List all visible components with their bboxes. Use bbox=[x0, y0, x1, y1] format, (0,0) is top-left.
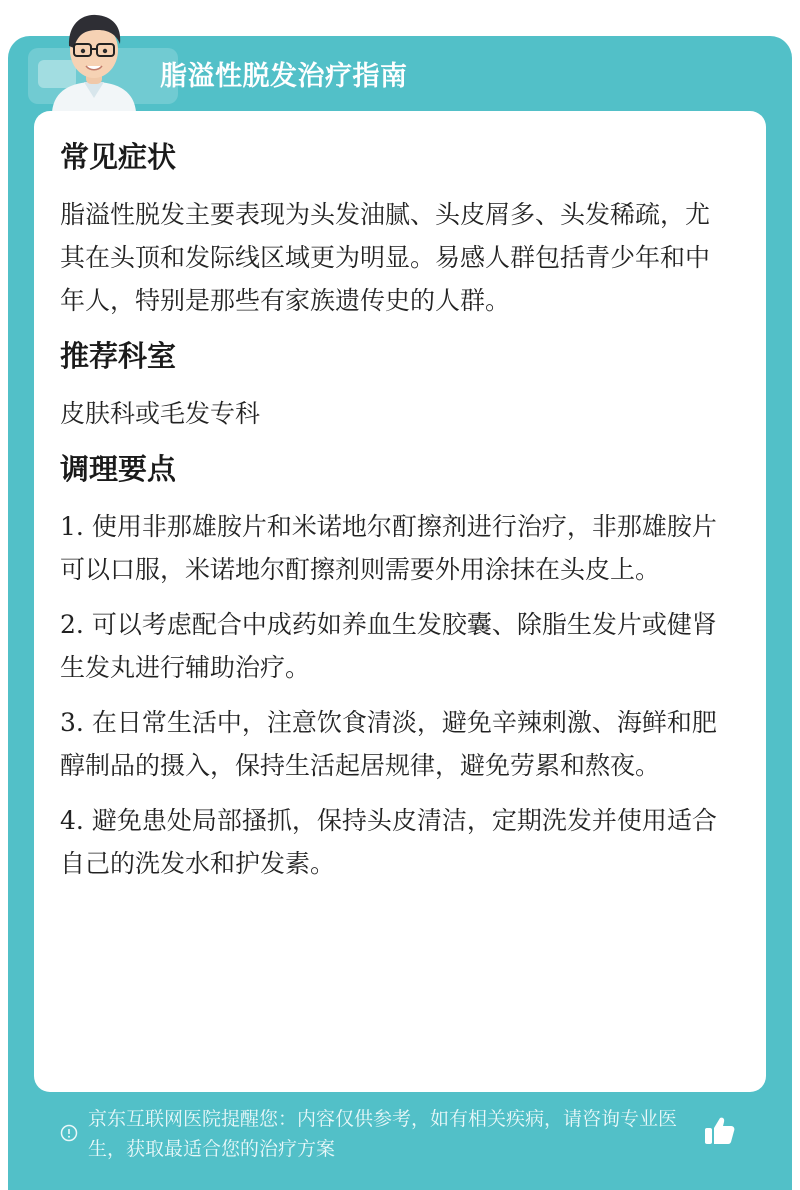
list-item bbox=[60, 799, 732, 885]
tip-text: 在日常生活中，注意饮食清淡，避免辛辣刺激、海鲜和肥醇制品的摄入，保持生活起居规律，避免劳累和熬夜。 bbox=[60, 708, 717, 780]
card-content bbox=[60, 137, 732, 897]
thumbs-up-icon[interactable] bbox=[702, 1114, 736, 1148]
disclaimer-text: 京东互联网医院提醒您：内容仅供参考，如有相关疾病，请咨询专业医生，获取最适合您的治疗方案 bbox=[88, 1108, 678, 1160]
section-title-department: 推荐科室 bbox=[60, 339, 177, 373]
care-tips-list bbox=[60, 505, 732, 885]
tip-text: 可以考虑配合中成药如养血生发胶囊、除脂生发片或健肾生发丸进行辅助治疗。 bbox=[60, 610, 717, 682]
section-title-symptoms: 常见症状 bbox=[60, 140, 177, 174]
section-body-symptoms: 脂溢性脱发主要表现为头发油腻、头皮屑多、头发稀疏，尤其在头顶和发际线区域更为明显。易感人群包括青少年和中年人，特别是那些有家族遗传史的人群。 bbox=[60, 200, 711, 315]
tip-text: 使用非那雄胺片和米诺地尔酊擦剂进行治疗，非那雄胺片可以口服，米诺地尔酊擦剂则需要外用涂抹在头皮上。 bbox=[60, 512, 717, 584]
tip-number: 2. bbox=[60, 610, 84, 639]
section-body-department: 皮肤科或毛发专科 bbox=[60, 399, 261, 428]
content-card bbox=[34, 111, 766, 1092]
tip-number: 1. bbox=[60, 512, 84, 541]
tip-number: 4. bbox=[60, 806, 84, 835]
list-item bbox=[60, 505, 732, 591]
tip-number: 3. bbox=[60, 708, 84, 737]
list-item bbox=[60, 701, 732, 787]
page-title: 脂溢性脱发治疗指南 bbox=[160, 61, 408, 92]
section-title-care-tips: 调理要点 bbox=[60, 452, 177, 486]
tip-text: 避免患处局部搔抓，保持头皮清洁，定期洗发并使用适合自己的洗发水和护发素。 bbox=[60, 806, 717, 878]
doctor-avatar-icon bbox=[44, 8, 144, 112]
list-item bbox=[60, 603, 732, 689]
info-icon bbox=[60, 1124, 78, 1142]
